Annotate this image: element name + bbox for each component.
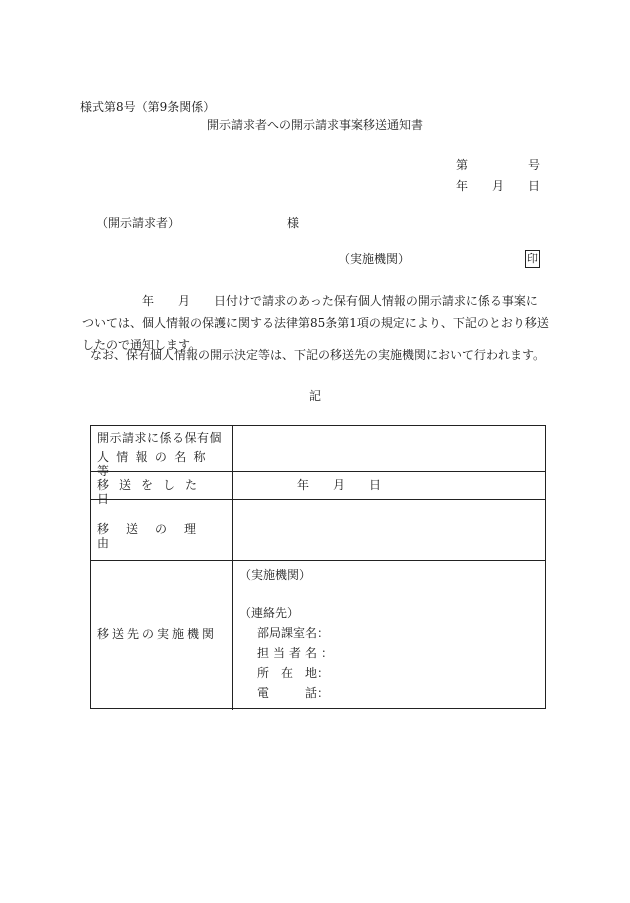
destination-agency-label: （実施機関） (239, 568, 312, 582)
label-transfer-date: 移送をした日 (97, 478, 208, 506)
body-paragraph (82, 290, 552, 356)
label-cell-transfer-date (91, 471, 233, 506)
seal-mark: 印 (525, 250, 540, 268)
destination-phone: 電 話： (257, 686, 330, 700)
destination-person: 担当者名： (257, 646, 338, 660)
date-year: 年 (456, 179, 469, 193)
body-line-2: ついては、個人情報の保護に関する法律第85条第1項の規定により、下記のとおり移送 (82, 316, 549, 330)
label-information-name-line2: 人情報の名称等 (97, 450, 213, 478)
table-row-transfer-reason (91, 499, 545, 561)
date-day: 日 (528, 179, 541, 193)
body-line-1: 年 月 日付けで請求のあった保有個人情報の開示請求に係る事案に (82, 294, 538, 308)
note-paragraph: なお、保有個人情報の開示決定等は、下記の移送先の実施機関において行われます。 (90, 348, 546, 362)
destination-department: 部局課室名： (257, 626, 330, 640)
requester-honorific: 様 (287, 216, 300, 230)
document-title: 開示請求者への開示請求事案移送通知書 (206, 118, 423, 132)
destination-contact-label: （連絡先） (239, 606, 300, 620)
agency-label: （実施機関） (338, 252, 411, 266)
table-row-destination-agency (91, 560, 545, 710)
date-month: 月 (492, 179, 505, 193)
value-cell-transfer-reason (233, 499, 545, 560)
body-line-3: したので通知します。 (82, 338, 202, 352)
label-transfer-reason: 移送の理由 (97, 522, 214, 550)
table-row-information-name (91, 426, 545, 478)
label-destination-agency: 移送先の実施機関 (97, 627, 218, 641)
value-cell-transfer-date (233, 471, 545, 499)
reference-dai: 第 (456, 158, 469, 172)
transfer-date-value: 年 月 日 (297, 478, 382, 492)
requester-label: （開示請求者） (96, 216, 181, 230)
destination-address: 所 在 地： (257, 666, 330, 680)
value-cell-information-name (233, 426, 545, 471)
ki-heading: 記 (308, 389, 321, 403)
label-cell-destination-agency (91, 560, 233, 710)
label-information-name-line1: 開示請求に係る保有個 (97, 431, 223, 445)
table-row-transfer-date (91, 471, 545, 506)
detail-table (90, 425, 546, 709)
label-cell-transfer-reason (91, 499, 233, 560)
label-cell-information-name (91, 426, 233, 478)
form-number: 様式第8号（第9条関係） (80, 100, 216, 114)
reference-go: 号 (528, 158, 541, 172)
value-cell-destination-agency (233, 560, 545, 710)
